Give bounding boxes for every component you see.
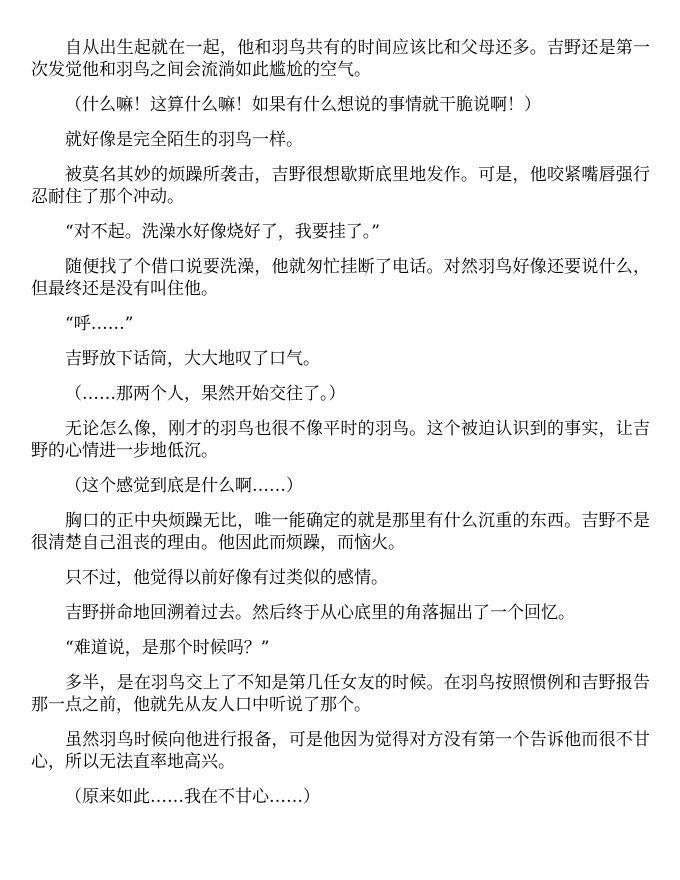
paragraph: “呼……” [65, 314, 134, 334]
paragraph: 吉野放下话筒，大大地叹了口气。 [65, 349, 320, 369]
paragraph: （什么嘛！这算什么嘛！如果有什么想说的事情就干脆说啊！） [65, 95, 541, 115]
paragraph: 就好像是完全陌生的羽鸟一样。 [65, 130, 303, 150]
paragraph: （这个感觉到底是什么啊……） [65, 476, 303, 496]
paragraph: （原来如此……我在不甘心……） [65, 787, 320, 807]
paragraph: 只不过，他觉得以前好像有过类似的感情。 [65, 568, 388, 588]
paragraph: “对不起。洗澡水好像烧好了，我要挂了。” [65, 222, 380, 242]
paragraph: 胸口的正中央烦躁无比，唯一能确定的就是那里有什么沉重的东西。吉野不是很清楚自己沮丧的理由。他因此而烦躁，而恼火。 [31, 511, 650, 553]
paragraph: 多半，是在羽鸟交上了不知是第几任女友的时候。在羽鸟按照惯例和吉野报告那一点之前，他就先从友人口中听说了那个。 [31, 673, 650, 715]
paragraph: （……那两个人，果然开始交往了。） [65, 384, 346, 404]
text-body [31, 37, 650, 808]
paragraph: 虽然羽鸟时候向他进行报备，可是他因为觉得对方没有第一个告诉他而很不甘心，所以无法直率地高兴。 [31, 730, 650, 772]
paragraph: “难道说，是那个时候吗？” [65, 638, 270, 658]
paragraph: 吉野拼命地回溯着过去。然后终于从心底里的角落掘出了一个回忆。 [65, 603, 575, 623]
paragraph: 被莫名其妙的烦躁所袭击，吉野很想歇斯底里地发作。可是，他咬紧嘴唇强行忍耐住了那个冲动。 [31, 165, 650, 207]
paragraph: 自从出生起就在一起，他和羽鸟共有的时间应该比和父母还多。吉野还是第一次发觉他和羽鸟之间会流淌如此尴尬的空气。 [31, 38, 650, 80]
paragraph: 无论怎么像，刚才的羽鸟也很不像平时的羽鸟。这个被迫认识到的事实，让吉野的心情进一步地低沉。 [31, 419, 650, 461]
paragraph: 随便找了个借口说要洗澡，他就匆忙挂断了电话。对然羽鸟好像还要说什么，但最终还是没有叫住他。 [31, 257, 650, 299]
